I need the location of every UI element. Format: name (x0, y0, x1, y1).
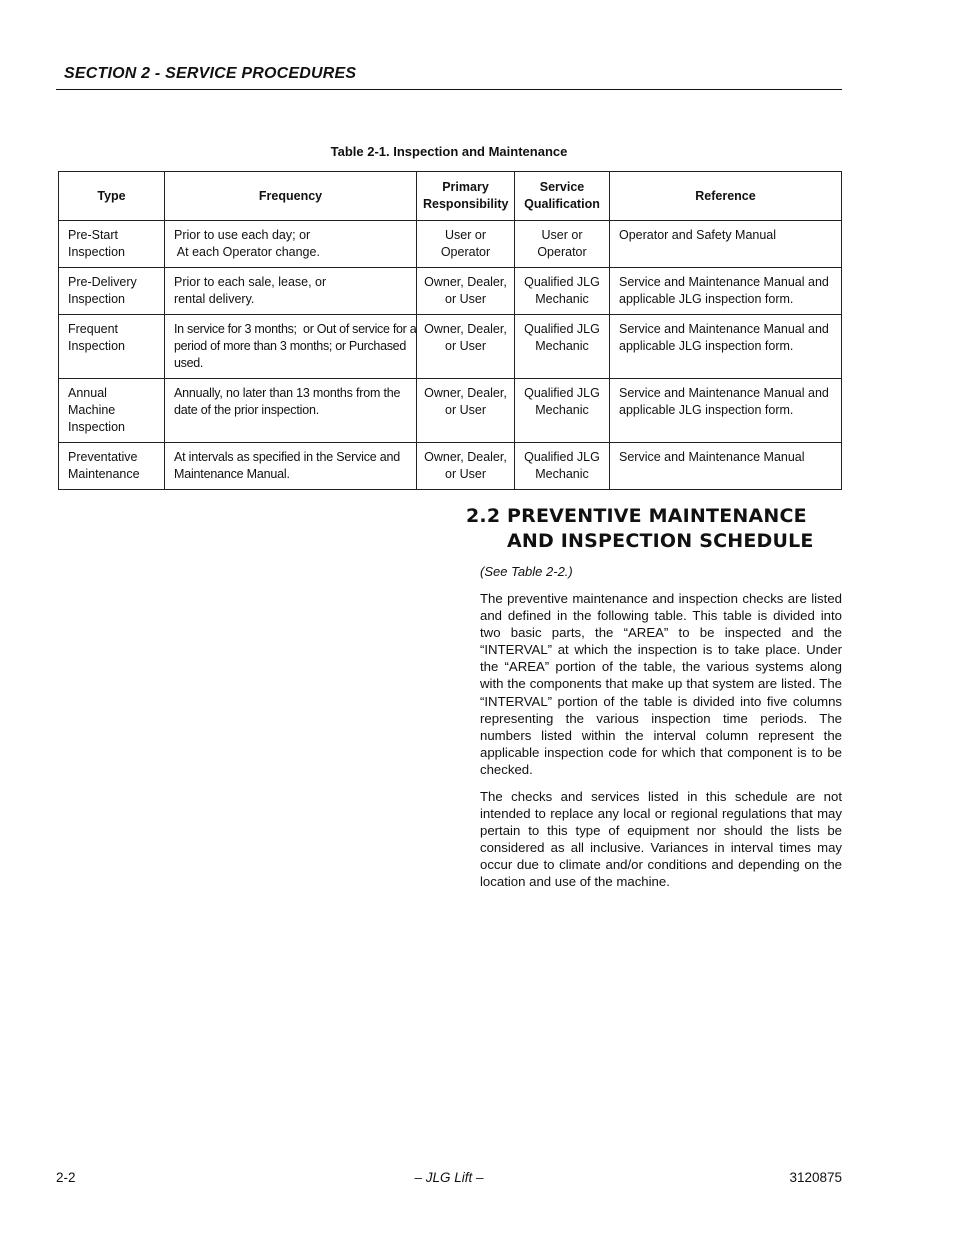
body-paragraph: The checks and services listed in this schedule are not intended to replace any local or regional regulations that may pertain to this type of equipment nor should the lists be considered as all inclusive. Variances in interval times may occur due to climate and/or conditions and depending on the location and use of the machine. (480, 789, 842, 890)
header-divider (56, 89, 842, 90)
section-title: PREVENTIVE MAINTENANCE AND INSPECTION SCHEDULE (507, 505, 814, 552)
cell-frequency: Prior to each sale, lease, or rental delivery. (165, 268, 417, 315)
table-header-row (59, 172, 842, 221)
section-number: 2.2 (466, 505, 501, 527)
table-row (59, 221, 842, 268)
cell-frequency: At intervals as specified in the Service and Maintenance Manual. (165, 443, 417, 490)
column-header-type: Type (59, 172, 165, 221)
section-header-title: SECTION 2 - SERVICE PROCEDURES (64, 65, 357, 82)
table-caption: Table 2-1. Inspection and Maintenance (330, 144, 568, 159)
cell-type: Pre-Delivery Inspection (59, 268, 165, 315)
cell-responsibility: User or Operator (417, 221, 515, 268)
cell-type: Annual Machine Inspection (59, 379, 165, 443)
cell-responsibility: Owner, Dealer, or User (417, 315, 515, 379)
cell-responsibility: Owner, Dealer, or User (417, 268, 515, 315)
column-header-service-qualification: Service Qualification (515, 172, 610, 221)
inspection-maintenance-table (58, 171, 842, 490)
cell-reference: Service and Maintenance Manual and applicable JLG inspection form. (610, 379, 842, 443)
cell-type: Preventative Maintenance (59, 443, 165, 490)
cell-qualification: Qualified JLG Mechanic (515, 379, 610, 443)
cell-qualification: Qualified JLG Mechanic (515, 315, 610, 379)
cell-responsibility: Owner, Dealer, or User (417, 443, 515, 490)
cell-responsibility: Owner, Dealer, or User (417, 379, 515, 443)
cell-reference: Service and Maintenance Manual and applicable JLG inspection form. (610, 268, 842, 315)
table-row (59, 315, 842, 379)
cell-qualification: User or Operator (515, 221, 610, 268)
column-header-frequency: Frequency (165, 172, 417, 221)
table-row (59, 268, 842, 315)
table-row (59, 379, 842, 443)
cell-frequency: In service for 3 months; or Out of service for a period of more than 3 months; or Purchased used. (165, 315, 417, 379)
cell-type: Frequent Inspection (59, 315, 165, 379)
cell-type: Pre-Start Inspection (59, 221, 165, 268)
cell-frequency: Prior to use each day; or At each Operator change. (165, 221, 417, 268)
cell-qualification: Qualified JLG Mechanic (515, 268, 610, 315)
cell-frequency: Annually, no later than 13 months from the date of the prior inspection. (165, 379, 417, 443)
footer-page-number: 2-2 (56, 1170, 76, 1185)
see-table-reference: (See Table 2-2.) (480, 564, 573, 579)
column-header-primary-responsibility: Primary Responsibility (417, 172, 515, 221)
footer-publisher: – JLG Lift – (414, 1170, 484, 1185)
cell-reference: Operator and Safety Manual (610, 221, 842, 268)
cell-reference: Service and Maintenance Manual (610, 443, 842, 490)
column-header-reference: Reference (610, 172, 842, 221)
cell-reference: Service and Maintenance Manual and applicable JLG inspection form. (610, 315, 842, 379)
table-row (59, 443, 842, 490)
body-paragraph: The preventive maintenance and inspection checks are listed and defined in the following table. This table is divided into two basic parts, the “AREA” to be inspected and the “INTERVAL” at which the inspection is to take place. Under the “AREA” portion of the table, the various systems along with the components that make up that system are listed. The “INTERVAL” portion of the table is divided into five columns representing the various inspection time periods. The numbers listed within the interval column represent the applicable inspection code for which that component is to be checked. (480, 591, 842, 777)
cell-qualification: Qualified JLG Mechanic (515, 443, 610, 490)
footer-document-number: 3120875 (789, 1170, 842, 1185)
